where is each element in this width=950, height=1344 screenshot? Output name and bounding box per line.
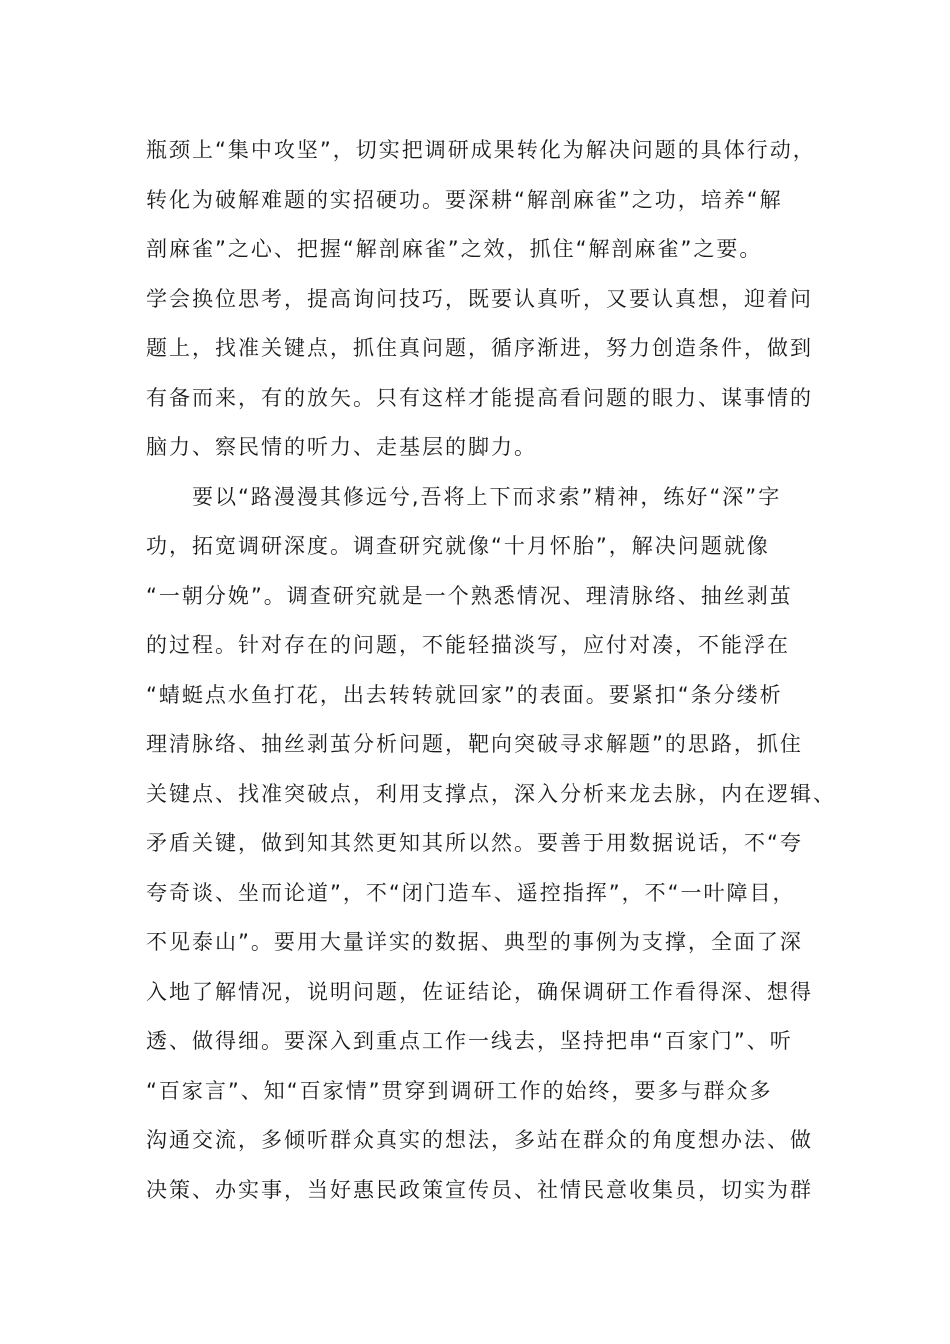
body-text bbox=[146, 126, 836, 1215]
text-line: “百家言”、知“百家情”贯穿到调研工作的始终，要多与群众多 bbox=[146, 1078, 773, 1103]
text-line: “一朝分娩”。调查研究就是一个熟悉情况、理清脉络、抽丝剥茧 bbox=[146, 583, 793, 608]
text-line: 要以“路漫漫其修远兮,吾将上下而求索”精神，练好“深”字 bbox=[146, 484, 782, 509]
text-line: 沟通交流，多倾听群众真实的想法，多站在群众的角度想办法、做 bbox=[146, 1128, 813, 1152]
text-line: 有备而来，有的放矢。只有这样才能提高看问题的眼力、谋事情的 bbox=[146, 385, 813, 410]
text-line: 的过程。针对存在的问题，不能轻描淡写，应付对凑，不能浮在 bbox=[146, 633, 790, 657]
text-line: 学会换位思考，提高询问技巧，既要认真听，又要认真想，迎着问 bbox=[146, 286, 813, 311]
text-line: 功，拓宽调研深度。调查研究就像“十月怀胎”，解决问题就像 bbox=[146, 534, 770, 558]
text-line: 关键点、找准突破点，利用支撑点，深入分析来龙去脉，内在逻辑、 bbox=[146, 781, 836, 806]
text-line: 脑力、察民情的听力、走基层的脚力。 bbox=[146, 435, 537, 459]
text-line: 理清脉络、抽丝剥茧分析问题，靶向突破寻求解题”的思路，抓住 bbox=[146, 732, 803, 756]
text-line: “蜻蜓点水鱼打花，出去转转就回家”的表面。要紧扣“条分缕析 bbox=[146, 682, 783, 707]
text-line: 不见泰山”。要用大量详实的数据、典型的事例为支撑，全面了深 bbox=[146, 930, 803, 954]
text-line: 入地了解情况，说明问题，佐证结论，确保调研工作看得深、想得 bbox=[146, 979, 813, 1004]
text-line: 决策、办实事，当好惠民政策宣传员、社情民意收集员，切实为群 bbox=[146, 1177, 813, 1202]
text-line: 瓶颈上“集中攻坚”，切实把调研成果转化为解决问题的具体行动， bbox=[146, 138, 816, 162]
text-line: 透、做得细。要深入到重点工作一线去，坚持把串“百家门”、听 bbox=[146, 1029, 793, 1053]
text-line: 题上，找准关键点，抓住真问题，循序渐进，努力创造条件，做到 bbox=[146, 336, 813, 360]
text-line: 剖麻雀”之心、把握“解剖麻雀”之效，抓住“解剖麻雀”之要。 bbox=[146, 237, 763, 261]
text-line: 矛盾关键，做到知其然更知其所以然。要善于用数据说话，不“夸 bbox=[146, 831, 803, 855]
text-line: 夸奇谈、坐而论道”，不“闭门造车、遥控指挥”，不“一叶障目， bbox=[146, 880, 796, 905]
text-line: 转化为破解难题的实招硬功。要深耕“解剖麻雀”之功，培养“解 bbox=[146, 187, 783, 212]
